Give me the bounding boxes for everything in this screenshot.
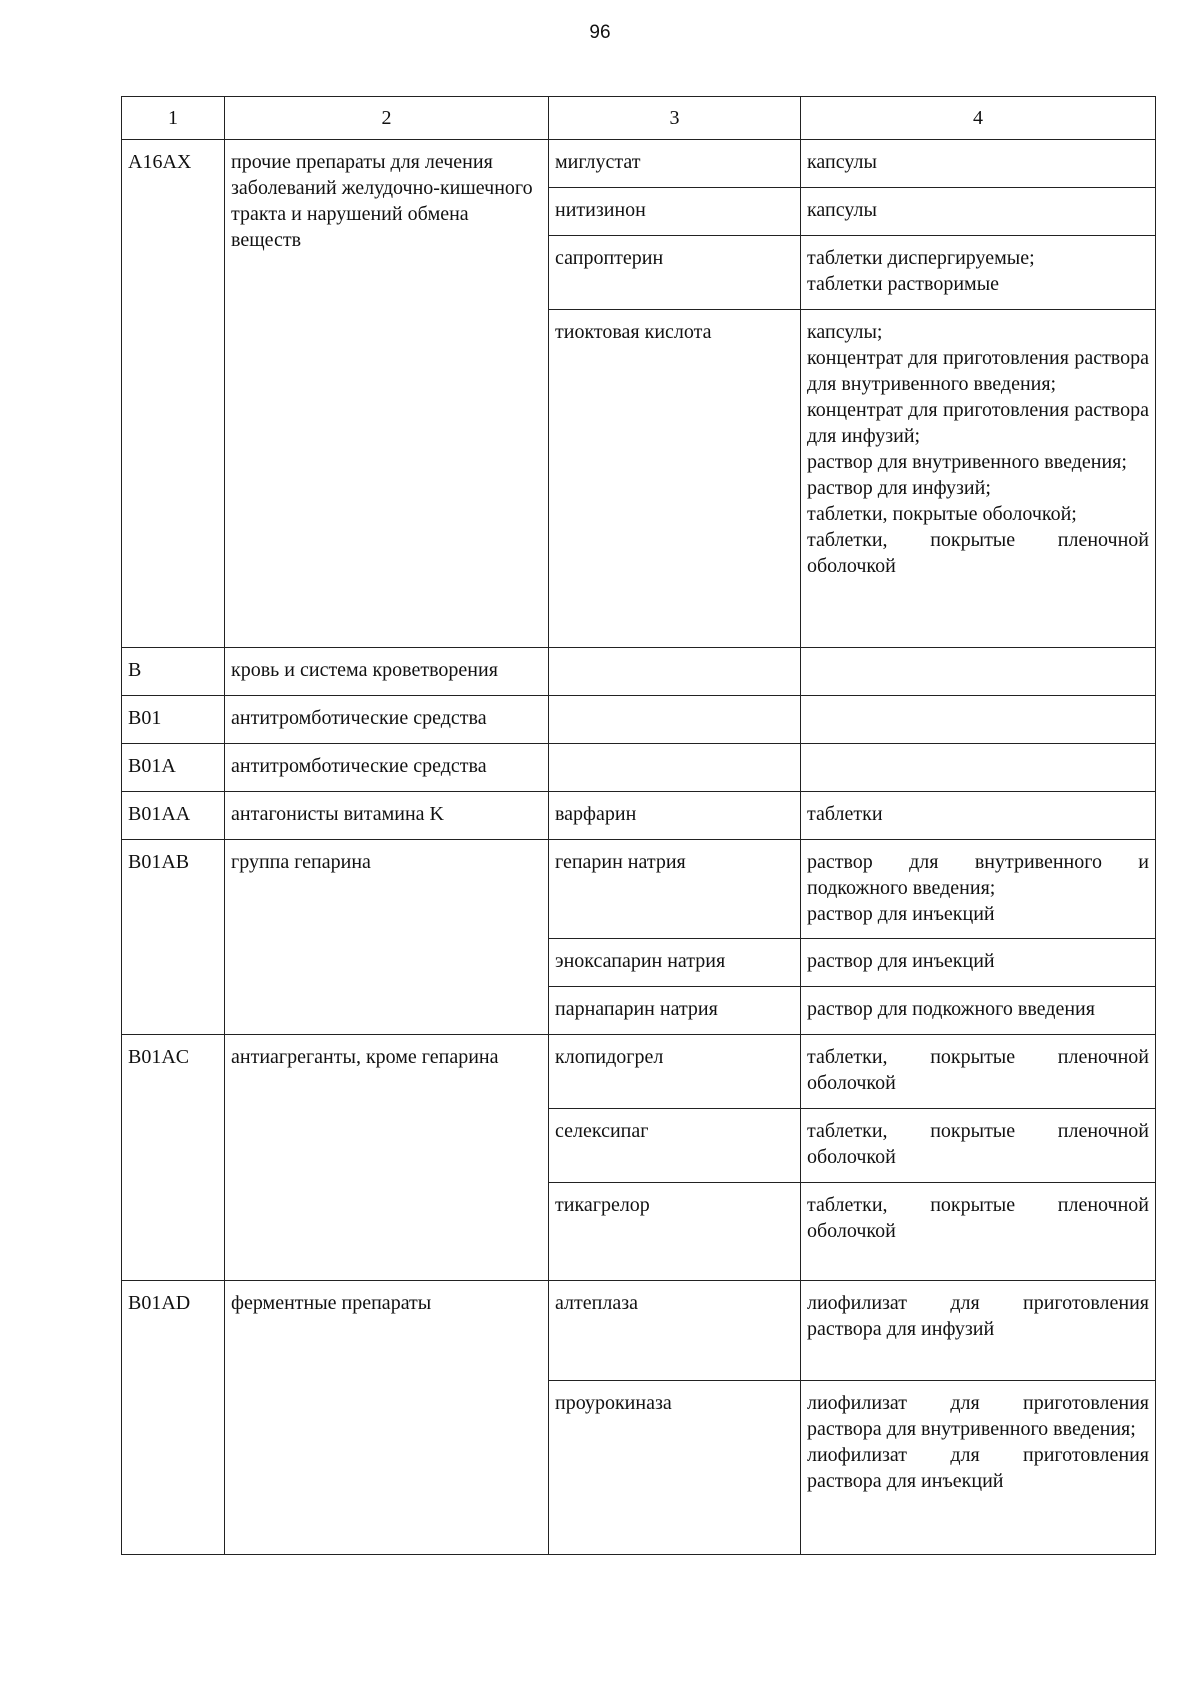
atc-code-cell: B <box>122 648 225 696</box>
dosage-form-line: лиофилизат для приготовления раствора для инфузий <box>807 1292 1149 1340</box>
column-header: 1 <box>122 97 225 140</box>
dosage-form-line: таблетки, покрытые пленочной оболочкой <box>807 1120 1149 1168</box>
group-name-cell: антитромботические средства <box>225 696 549 744</box>
dosage-form-line: раствор для внутривенного и подкожного введения; <box>807 851 1149 899</box>
dosage-form-line: таблетки <box>807 803 883 825</box>
dosage-form-line: таблетки, покрытые пленочной оболочкой <box>807 529 1149 577</box>
drug-name-cell <box>549 744 801 792</box>
group-name-cell: антиагреганты, кроме гепарина <box>225 1035 549 1281</box>
dosage-form-cell <box>801 840 1156 939</box>
dosage-form-line: капсулы <box>807 199 877 221</box>
drug-name-cell: клопидогрел <box>549 1035 801 1109</box>
column-header: 2 <box>225 97 549 140</box>
group-name-cell: антагонисты витамина K <box>225 792 549 840</box>
column-header: 4 <box>801 97 1156 140</box>
dosage-form-line: таблетки, покрытые оболочкой; <box>807 503 1077 525</box>
dosage-form-cell <box>801 188 1156 236</box>
dosage-form-line: раствор для инфузий; <box>807 477 991 499</box>
dosage-form-cell <box>801 1381 1156 1555</box>
dosage-form-cell <box>801 1035 1156 1109</box>
dosage-form-cell <box>801 236 1156 310</box>
drug-table <box>121 96 1156 1555</box>
dosage-form-cell <box>801 310 1156 648</box>
dosage-form-line: таблетки, покрытые пленочной оболочкой <box>807 1194 1149 1242</box>
table-row <box>122 792 1156 840</box>
dosage-form-line: концентрат для приготовления раствора для внутривенного введения; <box>807 347 1149 395</box>
column-header: 3 <box>549 97 801 140</box>
drug-name-cell <box>549 648 801 696</box>
group-name-cell: кровь и система кроветворения <box>225 648 549 696</box>
drug-name-cell: гепарин натрия <box>549 840 801 939</box>
dosage-form-cell <box>801 140 1156 188</box>
dosage-form-cell <box>801 1109 1156 1183</box>
dosage-form-line: лиофилизат для приготовления раствора для внутривенного введения; <box>807 1392 1149 1440</box>
group-name-cell: антитромботические средства <box>225 744 549 792</box>
table-row <box>122 140 1156 188</box>
dosage-form-line: капсулы <box>807 151 877 173</box>
drug-name-cell: проурокиназа <box>549 1381 801 1555</box>
dosage-form-line: раствор для инъекций <box>807 903 995 925</box>
dosage-form-line: лиофилизат для приготовления раствора для инъекций <box>807 1444 1149 1492</box>
drug-name-cell: тиоктовая кислота <box>549 310 801 648</box>
dosage-form-cell <box>801 792 1156 840</box>
group-name-cell: прочие препараты для лечения заболеваний желудочно-кишечного тракта и нарушений обмена веществ <box>225 140 549 648</box>
table-row <box>122 840 1156 939</box>
atc-code-cell: B01A <box>122 744 225 792</box>
dosage-form-line: раствор для инъекций <box>807 950 995 972</box>
atc-code-cell: A16AX <box>122 140 225 648</box>
dosage-form-cell <box>801 939 1156 987</box>
table-row <box>122 744 1156 792</box>
atc-code-cell: B01 <box>122 696 225 744</box>
table-row <box>122 1281 1156 1381</box>
atc-code-cell: B01AA <box>122 792 225 840</box>
drug-name-cell: сапроптерин <box>549 236 801 310</box>
dosage-form-cell <box>801 1183 1156 1281</box>
dosage-form-line: капсулы; <box>807 321 883 343</box>
drug-name-cell: алтеплаза <box>549 1281 801 1381</box>
table-row <box>122 696 1156 744</box>
drug-name-cell: нитизинон <box>549 188 801 236</box>
dosage-form-line: таблетки диспергируемые; <box>807 247 1035 269</box>
dosage-form-line: концентрат для приготовления раствора для инфузий; <box>807 399 1149 447</box>
dosage-form-cell <box>801 987 1156 1035</box>
drug-name-cell: миглустат <box>549 140 801 188</box>
dosage-form-cell <box>801 648 1156 696</box>
drug-name-cell: варфарин <box>549 792 801 840</box>
drug-name-cell: эноксапарин натрия <box>549 939 801 987</box>
drug-name-cell <box>549 696 801 744</box>
dosage-form-line: таблетки, покрытые пленочной оболочкой <box>807 1046 1149 1094</box>
dosage-form-line: раствор для подкожного введения <box>807 998 1095 1020</box>
header-row <box>122 97 1156 140</box>
drug-name-cell: тикагрелор <box>549 1183 801 1281</box>
dosage-form-line: раствор для внутривенного введения; <box>807 451 1127 473</box>
dosage-form-line: таблетки растворимые <box>807 273 1000 295</box>
atc-code-cell: B01AC <box>122 1035 225 1281</box>
table-row <box>122 1035 1156 1109</box>
table-row <box>122 648 1156 696</box>
dosage-form-cell <box>801 696 1156 744</box>
group-name-cell: ферментные препараты <box>225 1281 549 1555</box>
dosage-form-cell <box>801 1281 1156 1381</box>
dosage-form-cell <box>801 744 1156 792</box>
page-number: 96 <box>589 22 611 43</box>
atc-code-cell: B01AD <box>122 1281 225 1555</box>
group-name-cell: группа гепарина <box>225 840 549 1035</box>
drug-name-cell: селексипаг <box>549 1109 801 1183</box>
drug-name-cell: парнапарин натрия <box>549 987 801 1035</box>
atc-code-cell: B01AB <box>122 840 225 1035</box>
